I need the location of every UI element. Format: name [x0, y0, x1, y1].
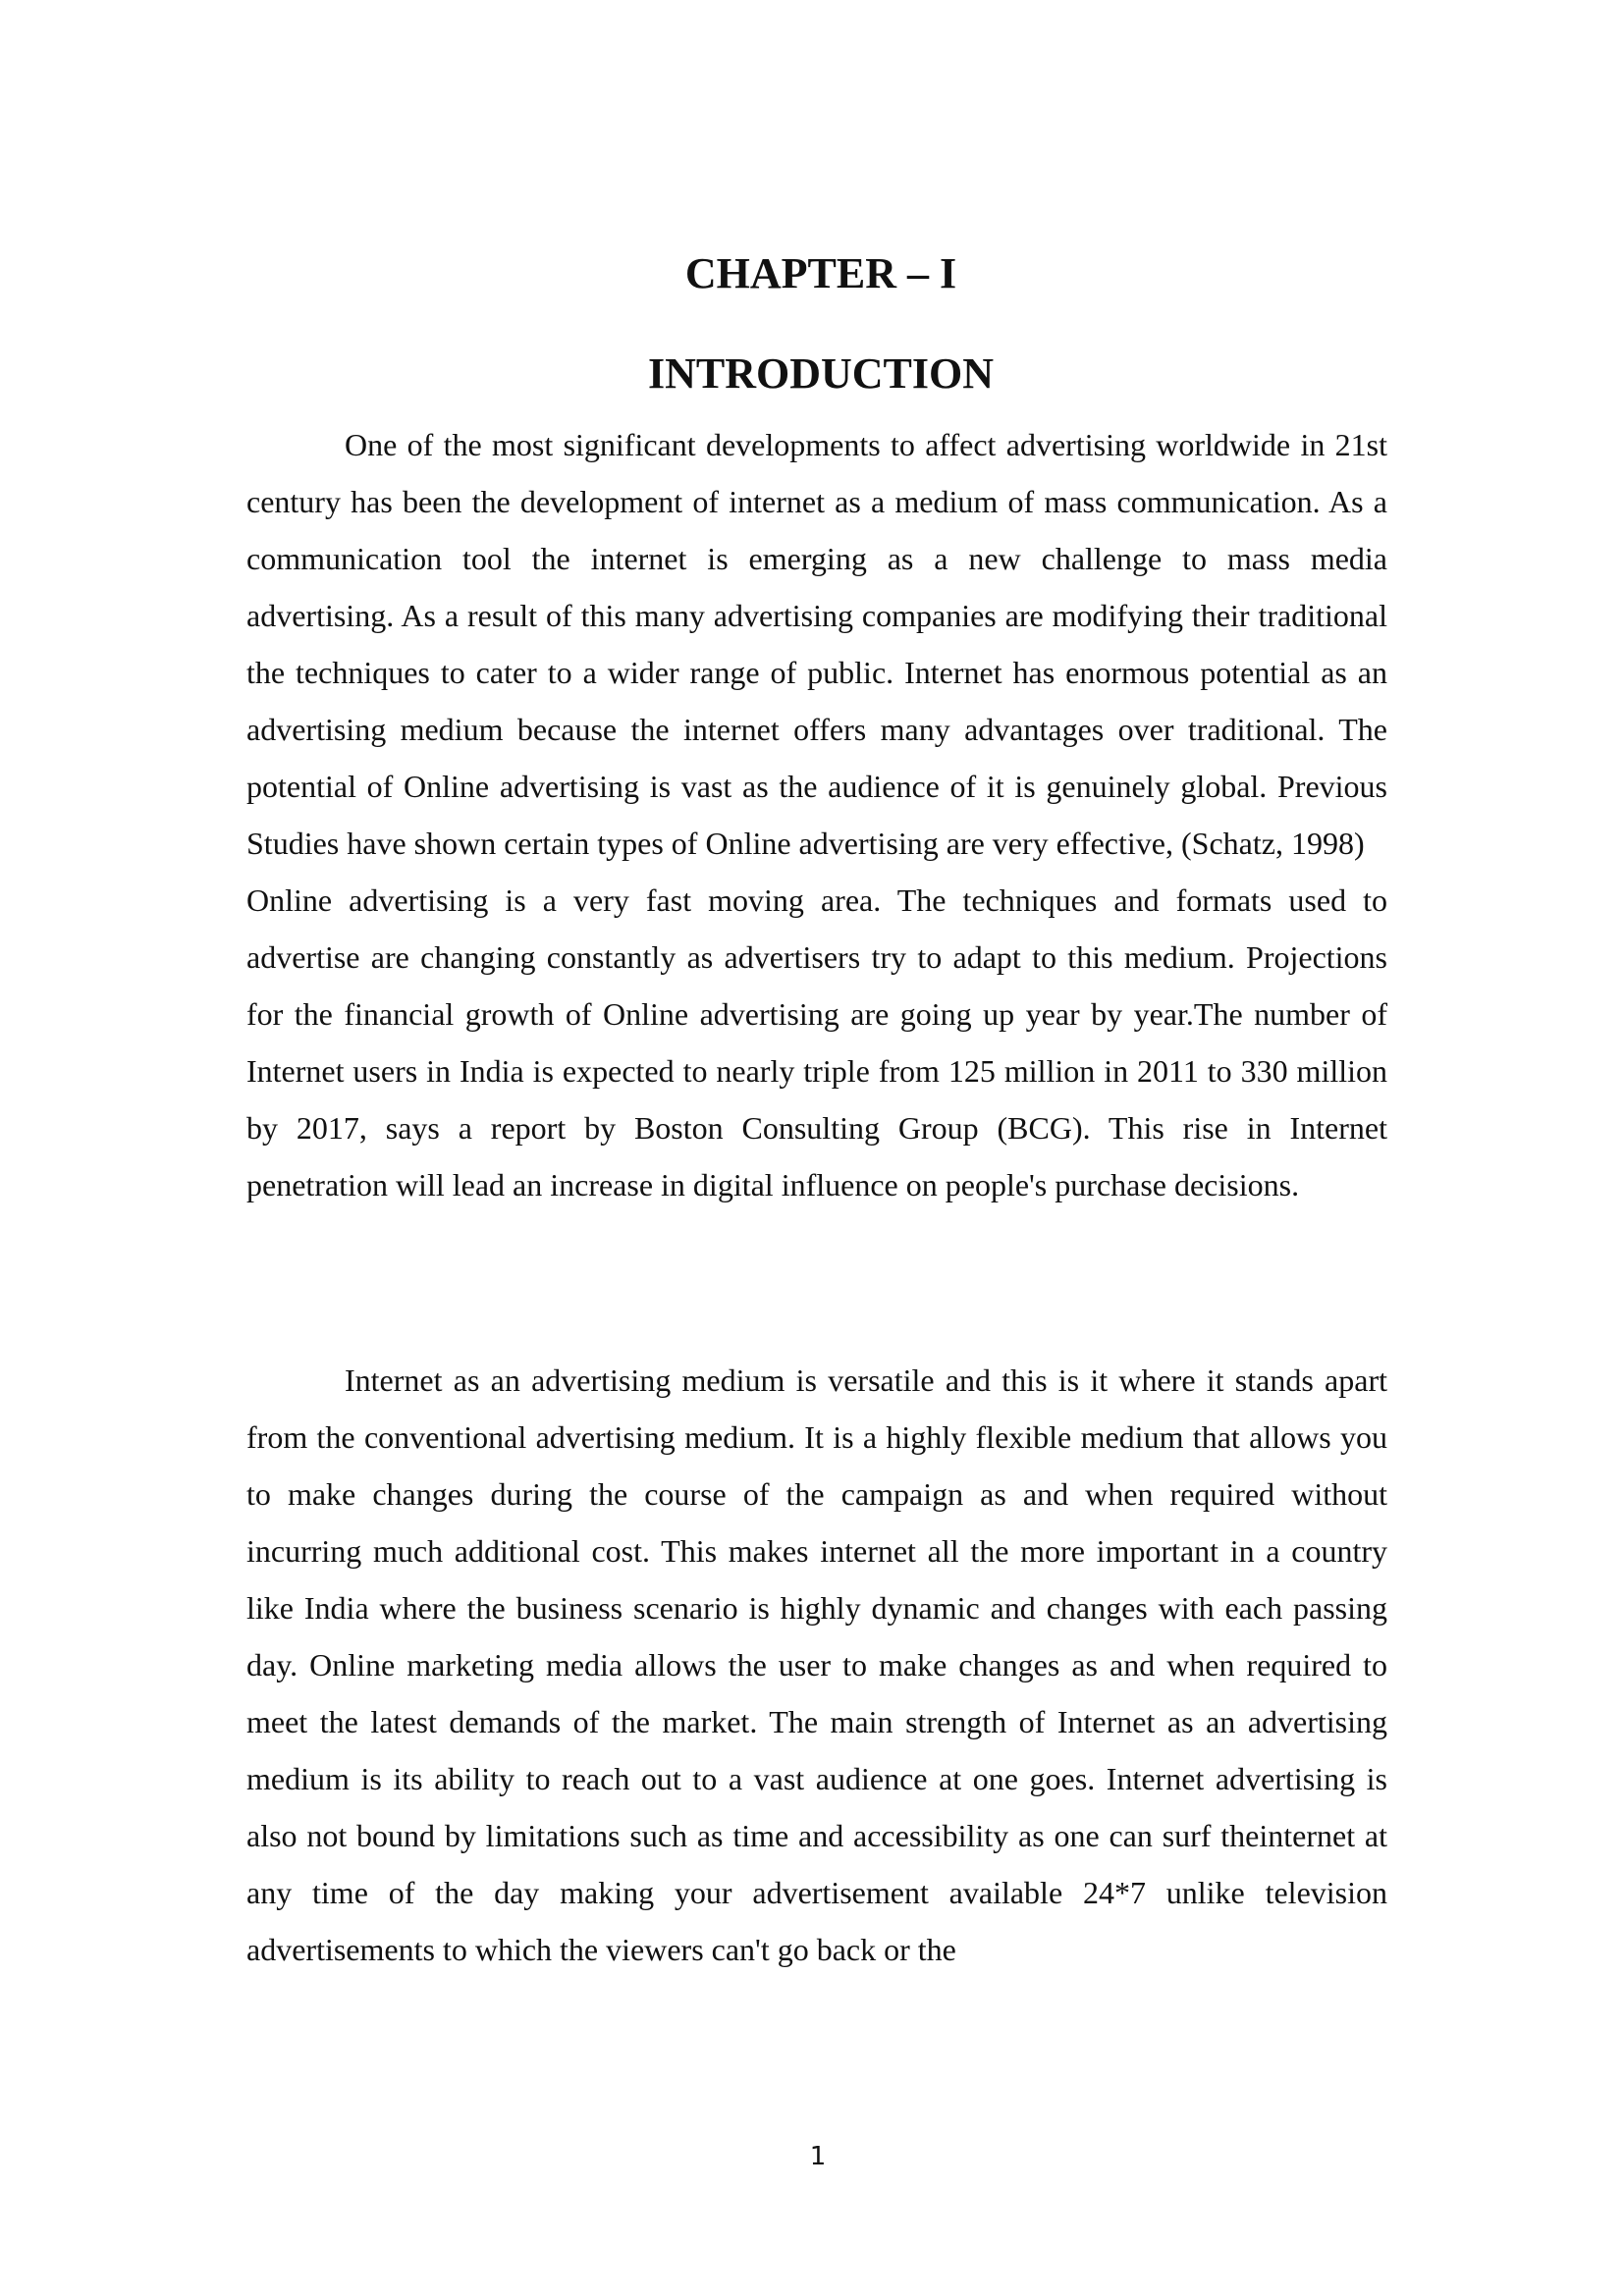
- chapter-heading: CHAPTER – I: [684, 249, 957, 297]
- body-text-block-2: [246, 1352, 1387, 1978]
- body-text-block-1: [246, 416, 1387, 1213]
- paragraph-1: One of the most significant developments to affect advertising worldwide in 21st century has been the development of internet as a medium of mass communication. As a communication tool the internet is emerging as a new challenge to mass media advertising. As a result of this many advertising companies are modifying their traditional the techniques to cater to a wider range of public. Internet has enormous potential as an advertising medium because the internet offers many advantages over traditional. The potential of Online advertising is vast as the audience of it is genuinely global. Previous Studies have shown certain types of Online advertising are very effective, (Schatz, 1998): [246, 427, 1387, 861]
- page-number: 1: [809, 2142, 827, 2171]
- paragraph-3: Internet as an advertising medium is versatile and this is it where it stands apart from the conventional advertising medium. It is a highly flexible medium that allows you to make changes during the course of the campaign as and when required without incurring much additional cost. This makes internet all the more important in a country like India where the business scenario is highly dynamic and changes with each passing day. Online marketing media allows the user to make changes as and when required to meet the latest demands of the market. The main strength of Internet as an advertising medium is its ability to reach out to a vast audience at one goes. Internet advertising is also not bound by limitations such as time and accessibility as one can surf theinternet at any time of the day making your advertisement available 24*7 unlike television advertisements to which the viewers can't go back or the: [246, 1362, 1387, 1967]
- paragraph-2: Online advertising is a very fast moving area. The techniques and formats used to advertise are changing constantly as advertisers try to adapt to this medium. Projections for the financial growth of Online advertising are going up year by year.The number of Internet users in India is expected to nearly triple from 125 million in 2011 to 330 million by 2017, says a report by Boston Consulting Group (BCG). This rise in Internet penetration will lead an increase in digital influence on people's purchase decisions.: [246, 882, 1387, 1202]
- section-title: INTRODUCTION: [647, 349, 995, 398]
